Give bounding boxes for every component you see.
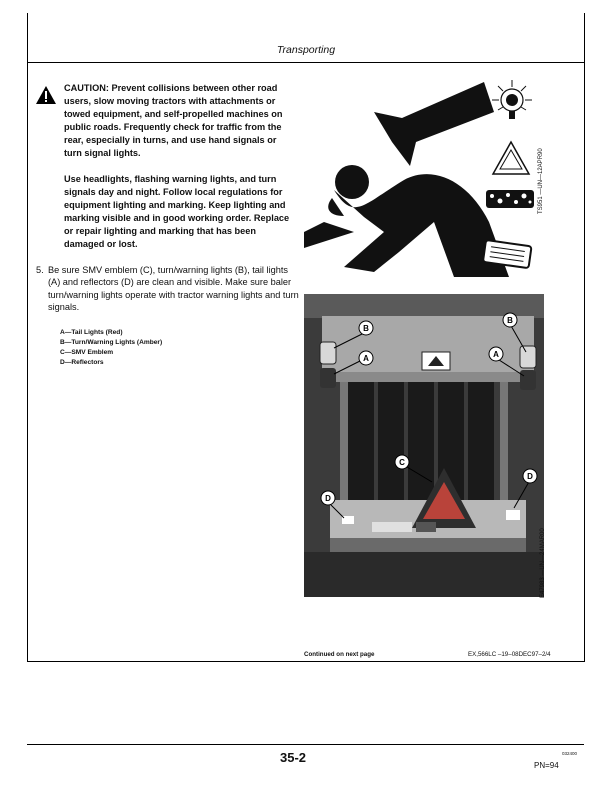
amber-light-right bbox=[520, 346, 536, 368]
small-date-code: 032400 bbox=[562, 751, 578, 756]
amber-light-left bbox=[320, 342, 336, 364]
svg-text:D: D bbox=[527, 472, 533, 481]
smv-emblem-icon bbox=[493, 142, 529, 174]
figure-legend bbox=[60, 328, 162, 368]
arrow-icon bbox=[374, 82, 494, 166]
svg-text:A: A bbox=[493, 350, 499, 359]
legend-item-b: B—Turn/Warning Lights (Amber) bbox=[60, 339, 163, 346]
page-header-title: Transporting bbox=[276, 44, 336, 56]
svg-text:D: D bbox=[325, 494, 331, 503]
flashing-light-icon bbox=[492, 80, 532, 119]
red-light-right bbox=[520, 370, 536, 390]
pn-number: PN=94 bbox=[534, 761, 559, 770]
step-text: Be sure SMV emblem (C), turn/warning lights (B), tail lights (A) and reflectors (D) are clean and visible. Make sure baler turn/warning lights operate with tractor warning lights and turn signals. bbox=[48, 265, 299, 313]
legend-item-d: D—Reflectors bbox=[60, 359, 104, 366]
reflector-strip-icon bbox=[486, 190, 534, 208]
header-rule bbox=[27, 62, 584, 63]
warning-triangle-icon bbox=[35, 85, 57, 105]
svg-text:A: A bbox=[363, 354, 369, 363]
continued-notice: Continued on next page bbox=[304, 651, 375, 658]
person-silhouette bbox=[304, 165, 509, 277]
caution-paragraph-1: CAUTION: Prevent collisions between other road users, slow moving tractors with attachments or towed equipment, and self-propelled machines on public roads. Frequently check for traffic from the rear, especially in turns, and use hand signals or turn signal lights. bbox=[64, 83, 283, 159]
red-light-left bbox=[320, 368, 336, 388]
baler-rear-photo bbox=[304, 294, 544, 597]
footer-rule bbox=[27, 744, 584, 745]
page-number: 35-2 bbox=[280, 750, 307, 765]
legend-item-c: C—SMV Emblem bbox=[60, 349, 114, 356]
reflector-right bbox=[506, 510, 520, 520]
figure1-code: TS951 —UN—12APR90 bbox=[538, 148, 544, 214]
svg-text:B: B bbox=[363, 324, 369, 333]
figure2-code: E47983 —UN—24MAR00 bbox=[540, 528, 546, 598]
instruction-step bbox=[36, 264, 300, 314]
collision-warning-illustration bbox=[304, 72, 546, 288]
reference-code: EX,566LC –19–08DEC97–2/4 bbox=[468, 651, 551, 658]
caution-block bbox=[64, 82, 296, 263]
caution-paragraph-2: Use headlights, flashing warning lights, and turn signals day and night. Follow local regulations for equipment lighting and marking. Keep lighting and marking visible and in good working order. Replace or repair lighting and marking that has been damaged or lost. bbox=[64, 173, 290, 250]
legend-item-a: A—Tail Lights (Red) bbox=[60, 329, 123, 336]
svg-text:C: C bbox=[399, 458, 405, 467]
step-number: 5. bbox=[36, 265, 44, 275]
svg-text:B: B bbox=[507, 316, 513, 325]
